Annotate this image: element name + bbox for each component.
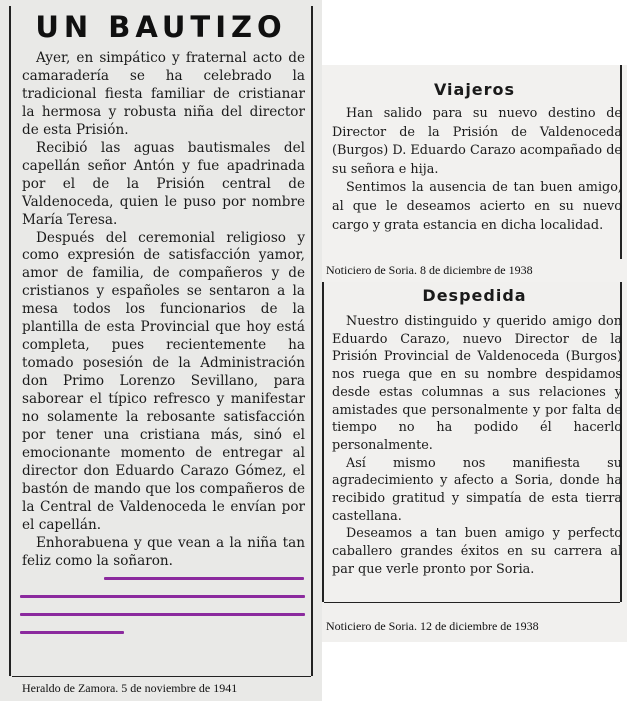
section-title: Despedida	[422, 286, 527, 305]
article-body	[332, 105, 622, 235]
paragraph: Ayer, en simpático y fraternal acto de camaradería se ha celebrado la tradicional fiesta familiar de cristianar la hermosa y robusta niña del director de esta Prisión.	[22, 50, 305, 138]
highlight-underline	[20, 613, 305, 616]
column-rule-left	[9, 6, 11, 676]
highlight-underline	[20, 595, 305, 598]
headline: UN BAUTIZO	[35, 10, 287, 44]
highlight-underline	[20, 631, 124, 634]
clipping-despedida	[322, 282, 627, 642]
source-caption: Heraldo de Zamora. 5 de noviembre de 1941	[22, 681, 238, 695]
article-body	[332, 313, 622, 579]
paragraph: Nuestro distinguido y querido amigo don Eduardo Carazo, nuevo Director de la Prisión Provincial de Valdenoceda (Burgos) nos ruega que en su nombre despidamos desde estas columnas a sus relaciones y amistades que personalmente y por falta de tiempo no ha podido él hacerlo personalmente.	[332, 314, 622, 453]
paragraph: Así mismo nos manifiesta su agradecimiento y afecto a Soria, donde ha recibido gratitud y simpatía de esta tierra castellana.	[332, 455, 622, 524]
section-title: Viajeros	[433, 80, 516, 99]
article-body	[22, 50, 305, 571]
highlight-underline	[104, 577, 304, 580]
column-rule-right	[311, 6, 313, 676]
caption-rule	[324, 602, 620, 603]
caption-rule	[12, 676, 311, 677]
paragraph: Después del ceremonial religioso y como expresión de satisfacción yamor, amor de familia, de compañeros y de cristianos y españoles se sentaron a la mesa todos los funcionarios de la plantilla de esta Provincial que hoy está completa, pues recientemente ha tomado posesión de la Administración don Primo Lorenzo Sevillano, para saborear el típico refresco y manifestar no solamente la rebosante satisfacción por tener una cristiana más, sinó el emocionante momento de entregar al director don Eduardo Carazo Gómez, el bastón de mando que los compañeros de la Central de Valdenoceda le envían por el capellán.	[22, 229, 305, 533]
paragraph: Deseamos a tan buen amigo y perfecto caballero grandes éxitos en su carrera al par que verle pronto por Soria.	[332, 526, 622, 577]
paragraph: Han salido para su nuevo destino de Director de la Prisión de Valdenoceda (Burgos) D. Eduardo Carazo acompañado de su señora e hija.	[332, 106, 622, 177]
source-caption: Noticiero de Soria. 12 de diciembre de 1938	[326, 619, 539, 633]
paragraph: Sentimos la ausencia de tan buen amigo, al que le deseamos acierto en su nuevo cargo y grata estancia en dicha localidad.	[332, 180, 622, 233]
source-caption: Noticiero de Soria. 8 de diciembre de 1938	[326, 263, 533, 277]
clipping-viajeros	[322, 65, 627, 282]
paragraph: Recibió las aguas bautismales del capellán señor Antón y fue apadrinada por el de la Prisión central de Valdenoceda, quien le puso por nombre María Teresa.	[22, 139, 305, 228]
paragraph: Enhorabuena y que vean a la niña tan feliz como la soñaron.	[22, 534, 305, 569]
column-rule-left	[322, 282, 324, 602]
